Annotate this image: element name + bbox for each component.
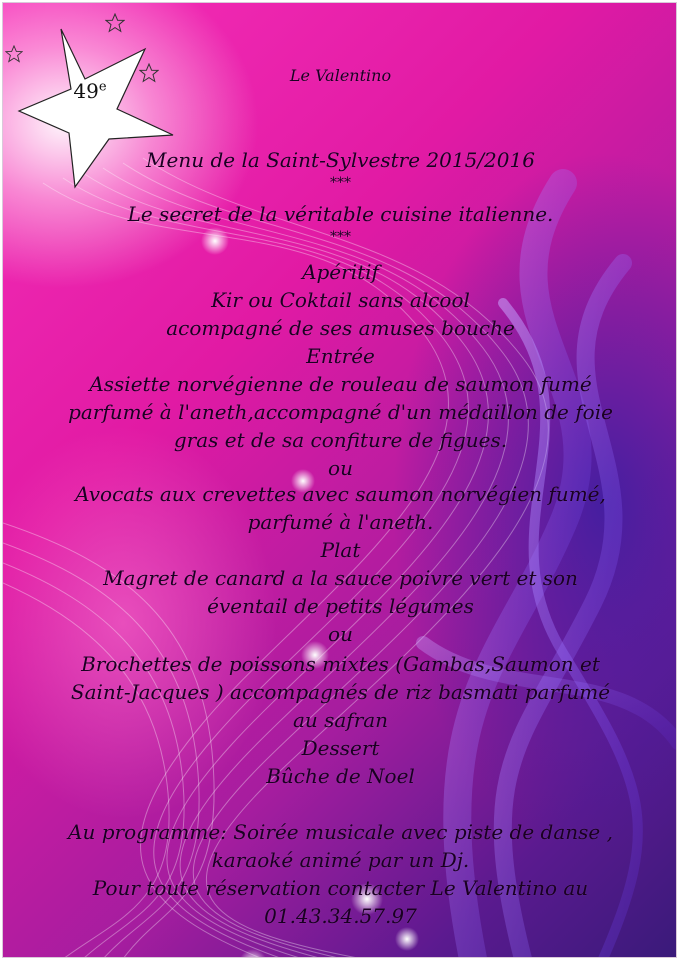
- section-dessert: Dessert: [301, 736, 380, 760]
- entree-line: gras et de sa confiture de figues.: [173, 428, 508, 452]
- entree-line: Avocats aux crevettes avec saumon norvégien fumé,: [75, 482, 606, 506]
- aperitif-line: acompagné de ses amuses bouche: [166, 316, 515, 340]
- separator: ***: [330, 229, 351, 245]
- separator: ***: [330, 175, 351, 191]
- phone-number: 01.43.34.57.97: [264, 904, 417, 928]
- menu-title: Menu de la Saint-Sylvestre 2015/2016: [146, 148, 535, 172]
- dessert-line: Bûche de Noel: [266, 764, 415, 788]
- section-entree: Entrée: [306, 344, 375, 368]
- tagline: Le secret de la véritable cuisine italienne.: [127, 202, 554, 226]
- program-line: karaoké animé par un Dj.: [211, 848, 470, 872]
- star-icon: [105, 13, 125, 33]
- plat-line: Brochettes de poissons mixtes (Gambas,Saumon et: [81, 652, 600, 676]
- entree-line: Assiette norvégienne de rouleau de saumon fumé: [89, 372, 592, 396]
- star-icon: [5, 45, 23, 63]
- menu-poster: [2, 2, 677, 958]
- star-badge-label: 49e: [73, 79, 107, 103]
- entree-line: parfumé à l'aneth.: [247, 510, 434, 534]
- plat-line: éventail de petits légumes: [207, 594, 474, 618]
- section-plat: Plat: [320, 538, 361, 562]
- program-line: Au programme: Soirée musicale avec piste de danse ,: [68, 820, 613, 844]
- restaurant-name: Le Valentino: [289, 66, 392, 85]
- or-text: ou: [328, 456, 353, 480]
- aperitif-line: Kir ou Coktail sans alcool: [211, 288, 470, 312]
- plat-line: Magret de canard a la sauce poivre vert et son: [103, 566, 578, 590]
- plat-line: Saint-Jacques ) accompagnés de riz basmati parfumé: [70, 680, 611, 704]
- or-text: ou: [328, 622, 353, 646]
- plat-line: au safran: [292, 708, 389, 732]
- entree-line: parfumé à l'aneth,accompagné d'un médaillon de foie: [68, 400, 613, 424]
- section-aperitif: Apéritif: [302, 260, 379, 284]
- reservation-line: Pour toute réservation contacter Le Valentino au: [92, 876, 589, 900]
